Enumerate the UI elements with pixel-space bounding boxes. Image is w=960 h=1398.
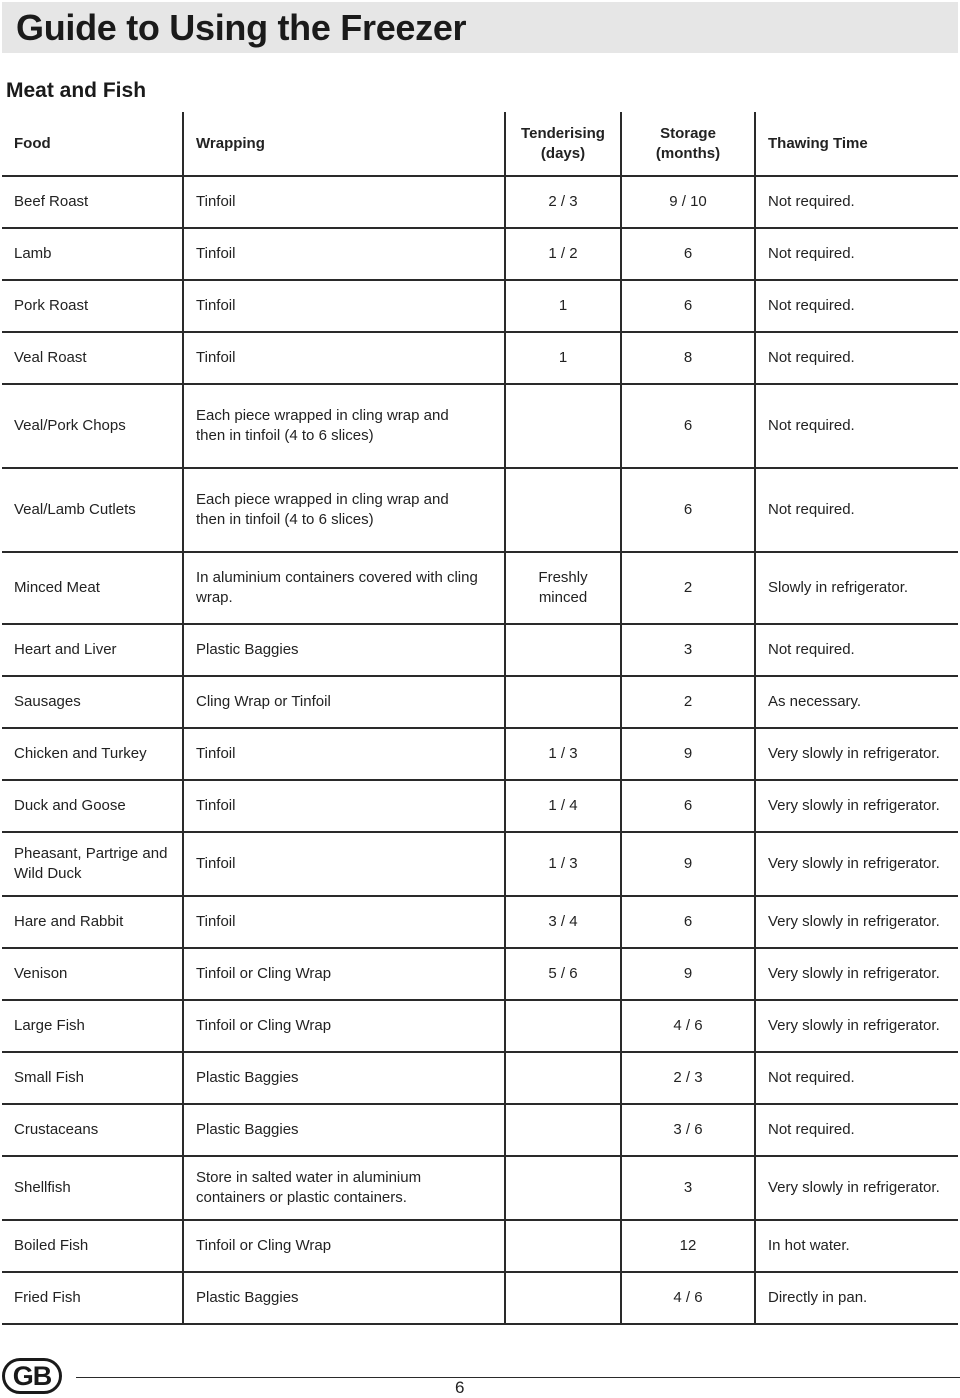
storage-cell: 4 / 6	[621, 1272, 755, 1324]
tenderising-cell: 1	[505, 280, 621, 332]
wrapping-cell: Plastic Baggies	[183, 1104, 505, 1156]
header-tenderising	[505, 112, 621, 176]
thawing-cell: Very slowly in refrigerator.	[755, 896, 958, 948]
food-cell: Small Fish	[2, 1052, 183, 1104]
table-row	[2, 948, 958, 1000]
table-row	[2, 1220, 958, 1272]
storage-cell: 6	[621, 468, 755, 552]
food-cell: Pork Roast	[2, 280, 183, 332]
tenderising-cell	[505, 1000, 621, 1052]
table-row	[2, 332, 958, 384]
wrapping-cell: Tinfoil	[183, 780, 505, 832]
storage-cell: 6	[621, 780, 755, 832]
wrapping-cell: Tinfoil	[183, 332, 505, 384]
thawing-cell: Slowly in refrigerator.	[755, 552, 958, 624]
table-row	[2, 780, 958, 832]
storage-cell: 9 / 10	[621, 176, 755, 228]
wrapping-cell: Plastic Baggies	[183, 1052, 505, 1104]
thawing-cell: Not required.	[755, 332, 958, 384]
page-title: Guide to Using the Freezer	[16, 7, 467, 48]
wrapping-cell: Cling Wrap or Tinfoil	[183, 676, 505, 728]
tenderising-cell: 1	[505, 332, 621, 384]
wrapping-cell: Tinfoil	[183, 280, 505, 332]
food-cell: Shellfish	[2, 1156, 183, 1220]
thawing-cell: Not required.	[755, 176, 958, 228]
storage-cell: 9	[621, 728, 755, 780]
food-cell: Minced Meat	[2, 552, 183, 624]
tenderising-cell: 1 / 4	[505, 780, 621, 832]
wrapping-cell: Tinfoil	[183, 832, 505, 896]
wrapping-cell: Tinfoil	[183, 228, 505, 280]
table-row	[2, 1104, 958, 1156]
tenderising-cell	[505, 1220, 621, 1272]
tenderising-line2: minced	[538, 589, 588, 606]
storage-cell: 2 / 3	[621, 1052, 755, 1104]
wrapping-cell	[183, 552, 505, 624]
storage-cell: 3 / 6	[621, 1104, 755, 1156]
food-line1: Pheasant, Partrige and	[14, 845, 168, 862]
food-cell: Veal Roast	[2, 332, 183, 384]
header-storage-line2: (months)	[655, 144, 721, 162]
tenderising-cell	[505, 676, 621, 728]
wrapping-line1: Store in salted water in aluminium	[196, 1169, 422, 1186]
storage-cell: 4 / 6	[621, 1000, 755, 1052]
thawing-cell: Not required.	[755, 624, 958, 676]
table-row	[2, 228, 958, 280]
storage-cell: 6	[621, 384, 755, 468]
storage-cell: 6	[621, 280, 755, 332]
storage-cell: 9	[621, 832, 755, 896]
page-number: 6	[455, 1378, 465, 1397]
header-thawing: Thawing Time	[755, 112, 958, 176]
food-cell: Fried Fish	[2, 1272, 183, 1324]
wrapping-line1: In aluminium containers covered with cling	[196, 569, 478, 586]
tenderising-cell: 3 / 4	[505, 896, 621, 948]
header-food: Food	[2, 112, 183, 176]
tenderising-cell	[505, 1052, 621, 1104]
footer-divider	[76, 1377, 960, 1378]
tenderising-cell: 1 / 3	[505, 832, 621, 896]
storage-cell: 8	[621, 332, 755, 384]
thawing-cell: As necessary.	[755, 676, 958, 728]
food-cell: Large Fish	[2, 1000, 183, 1052]
table-row	[2, 832, 958, 896]
storage-cell: 2	[621, 552, 755, 624]
thawing-cell: Very slowly in refrigerator.	[755, 728, 958, 780]
table-row	[2, 624, 958, 676]
table-row	[2, 552, 958, 624]
storage-cell: 3	[621, 624, 755, 676]
header-storage-line1: Storage	[660, 124, 716, 142]
thawing-cell: Not required.	[755, 1052, 958, 1104]
table-row	[2, 1272, 958, 1324]
wrapping-cell	[183, 1156, 505, 1220]
storage-cell: 6	[621, 896, 755, 948]
wrapping-cell: Tinfoil or Cling Wrap	[183, 948, 505, 1000]
table-row	[2, 176, 958, 228]
food-cell: Duck and Goose	[2, 780, 183, 832]
tenderising-cell: 1 / 2	[505, 228, 621, 280]
table-row	[2, 280, 958, 332]
table-row	[2, 896, 958, 948]
thawing-cell: Directly in pan.	[755, 1272, 958, 1324]
storage-cell: 12	[621, 1220, 755, 1272]
wrapping-cell: Tinfoil	[183, 176, 505, 228]
tenderising-line1: Freshly	[538, 569, 588, 586]
wrapping-cell: Plastic Baggies	[183, 624, 505, 676]
table-row	[2, 1000, 958, 1052]
header-tenderising-line1: Tenderising	[521, 124, 605, 142]
wrapping-cell: Plastic Baggies	[183, 1272, 505, 1324]
wrapping-line1: Each piece wrapped in cling wrap and	[196, 491, 449, 508]
food-cell: Veal/Lamb Cutlets	[2, 468, 183, 552]
wrapping-cell: Tinfoil or Cling Wrap	[183, 1000, 505, 1052]
tenderising-cell	[505, 384, 621, 468]
thawing-cell: Very slowly in refrigerator.	[755, 832, 958, 896]
freezer-guide-table	[2, 112, 958, 1325]
wrapping-cell: Tinfoil or Cling Wrap	[183, 1220, 505, 1272]
tenderising-cell	[505, 1104, 621, 1156]
table-row	[2, 728, 958, 780]
tenderising-cell	[505, 468, 621, 552]
tenderising-cell: 5 / 6	[505, 948, 621, 1000]
tenderising-cell	[505, 1272, 621, 1324]
thawing-cell: Not required.	[755, 468, 958, 552]
section-title: Meat and Fish	[6, 79, 147, 102]
table-row	[2, 1156, 958, 1220]
table-row	[2, 676, 958, 728]
table-row	[2, 1052, 958, 1104]
thawing-cell: Very slowly in refrigerator.	[755, 948, 958, 1000]
table-header-row	[2, 112, 958, 176]
food-cell: Lamb	[2, 228, 183, 280]
wrapping-cell	[183, 468, 505, 552]
food-line2: Wild Duck	[14, 865, 82, 882]
wrapping-line2: then in tinfoil (4 to 6 slices)	[196, 511, 374, 528]
storage-cell: 6	[621, 228, 755, 280]
storage-cell: 9	[621, 948, 755, 1000]
header-tenderising-line2: (days)	[540, 144, 586, 162]
food-cell: Hare and Rabbit	[2, 896, 183, 948]
tenderising-cell	[505, 552, 621, 624]
wrapping-line2: containers or plastic containers.	[196, 1189, 407, 1206]
thawing-cell: Very slowly in refrigerator.	[755, 780, 958, 832]
wrapping-cell: Tinfoil	[183, 896, 505, 948]
wrapping-cell: Tinfoil	[183, 728, 505, 780]
header-wrapping: Wrapping	[183, 112, 505, 176]
thawing-cell: Not required.	[755, 384, 958, 468]
storage-cell: 3	[621, 1156, 755, 1220]
food-cell: Chicken and Turkey	[2, 728, 183, 780]
food-cell: Crustaceans	[2, 1104, 183, 1156]
thawing-cell: Not required.	[755, 280, 958, 332]
header-storage	[621, 112, 755, 176]
thawing-cell: Not required.	[755, 228, 958, 280]
thawing-cell: Not required.	[755, 1104, 958, 1156]
food-cell: Heart and Liver	[2, 624, 183, 676]
thawing-cell: Very slowly in refrigerator.	[755, 1000, 958, 1052]
wrapping-line1: Each piece wrapped in cling wrap and	[196, 407, 449, 424]
food-cell: Sausages	[2, 676, 183, 728]
wrapping-line2: wrap.	[196, 589, 233, 606]
storage-cell: 2	[621, 676, 755, 728]
tenderising-cell	[505, 624, 621, 676]
wrapping-line2: then in tinfoil (4 to 6 slices)	[196, 427, 374, 444]
table-row	[2, 384, 958, 468]
table-row	[2, 468, 958, 552]
tenderising-cell	[505, 1156, 621, 1220]
food-cell	[2, 832, 183, 896]
food-cell: Veal/Pork Chops	[2, 384, 183, 468]
food-cell: Beef Roast	[2, 176, 183, 228]
food-cell: Venison	[2, 948, 183, 1000]
wrapping-cell	[183, 384, 505, 468]
title-bar	[2, 2, 958, 53]
thawing-cell: In hot water.	[755, 1220, 958, 1272]
food-cell: Boiled Fish	[2, 1220, 183, 1272]
tenderising-cell: 1 / 3	[505, 728, 621, 780]
country-badge: GB	[2, 1358, 62, 1394]
thawing-cell: Very slowly in refrigerator.	[755, 1156, 958, 1220]
tenderising-cell: 2 / 3	[505, 176, 621, 228]
